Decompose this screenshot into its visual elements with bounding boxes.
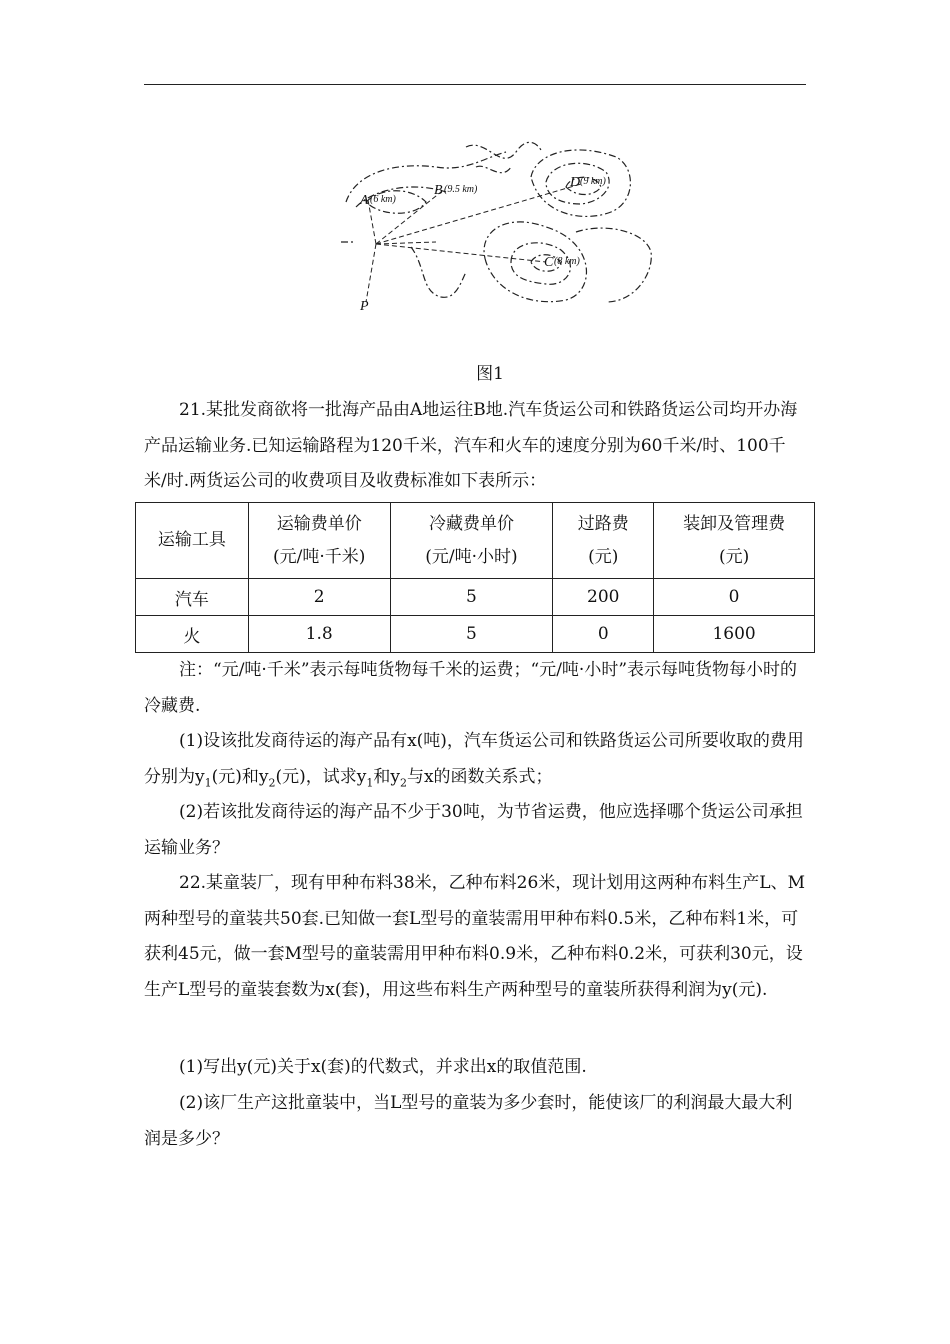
table-header-cell: 装卸及管理费 (元) bbox=[654, 503, 815, 579]
contour-map-figure bbox=[336, 132, 656, 317]
table-cell: 汽车 bbox=[136, 579, 249, 616]
q22-text: 22.某童装厂，现有甲种布料38米，乙种布料26米，现计划用这两种布料生产L、M两种型号的童装共50套.已知做一套L型号的童装需用甲种布料0.5米，乙种布料1米，可获利45元，做一套M型号的童装需用甲种布料0.9米，乙种布料0.2米，可获利30元，设生产L型号的童装套数为x(套)，用这些布料生产两种型号的童装所获得利润为y(元). bbox=[144, 873, 805, 1000]
table-cell: 1600 bbox=[654, 616, 815, 653]
contour-line bbox=[476, 166, 511, 173]
label-c-distance: (8 km) bbox=[554, 256, 580, 267]
contour-line bbox=[576, 228, 651, 302]
table-cell: 2 bbox=[248, 579, 390, 616]
q21-part1: (1)设该批发商待运的海产品有x(吨)，汽车货运公司和铁路货运公司所要收取的费用分别为$y_1$(元)和$y_2$(元)，试求$y_1$和$y_2$与x的函数关系式； bbox=[144, 731, 804, 789]
contour-map-svg bbox=[336, 132, 656, 317]
label-d: D bbox=[570, 175, 581, 190]
table-cell: 200 bbox=[553, 579, 654, 616]
table-header-cell: 过路费 (元) bbox=[553, 503, 654, 579]
label-d-distance: (9 km) bbox=[580, 176, 606, 187]
table-header-cell: 运输工具 bbox=[136, 503, 249, 579]
table-header-cell: 冷藏费单价 (元/吨·小时) bbox=[390, 503, 553, 579]
label-a-distance: (6 km) bbox=[370, 194, 396, 205]
contour-line bbox=[466, 142, 541, 158]
table-row bbox=[136, 579, 815, 616]
q21-text: 21.某批发商欲将一批海产品由A地运往B地.汽车货运公司和铁路货运公司均开办海产品运输业务.已知运输路程为120千米，汽车和火车的速度分别为60千米/时、100千米/时.两货运公司的收费项目及收费标准如下表所示： bbox=[144, 400, 798, 491]
table-cell: 1.8 bbox=[248, 616, 390, 653]
q21-part2: (2)若该批发商待运的海产品不少于30吨，为节省运费，他应选择哪个货运公司承担运输业务？ bbox=[144, 802, 803, 858]
table-row bbox=[136, 616, 815, 653]
fee-table bbox=[135, 502, 815, 653]
q22-part1: (1)写出y(元)关于x(套)的代数式，并求出x的取值范围. bbox=[179, 1057, 587, 1077]
contour-line bbox=[411, 247, 466, 297]
label-b-distance: (9.5 km) bbox=[444, 184, 478, 195]
label-c: C bbox=[544, 255, 554, 270]
figure-caption: 图1 bbox=[476, 364, 504, 384]
table-cell: 0 bbox=[654, 579, 815, 616]
header-rule bbox=[144, 84, 806, 85]
route-line bbox=[366, 244, 376, 302]
label-b: B bbox=[434, 183, 443, 198]
table-header-row bbox=[136, 503, 815, 579]
table-cell: 5 bbox=[390, 579, 553, 616]
table-cell: 5 bbox=[390, 616, 553, 653]
table-cell: 火 bbox=[136, 616, 249, 653]
table-cell: 0 bbox=[553, 616, 654, 653]
q21-note: 注：“元/吨·千米”表示每吨货物每千米的运费；“元/吨·小时”表示每吨货物每小时的冷藏费. bbox=[144, 660, 798, 716]
label-p: P bbox=[360, 299, 369, 314]
label-a: A bbox=[360, 193, 369, 208]
route-line bbox=[376, 242, 436, 244]
q22-part2: (2)该厂生产这批童装中，当L型号的童装为多少套时，能使该厂的利润最大最大利润是多少？ bbox=[144, 1093, 793, 1149]
table-header-cell: 运输费单价 (元/吨·千米) bbox=[248, 503, 390, 579]
